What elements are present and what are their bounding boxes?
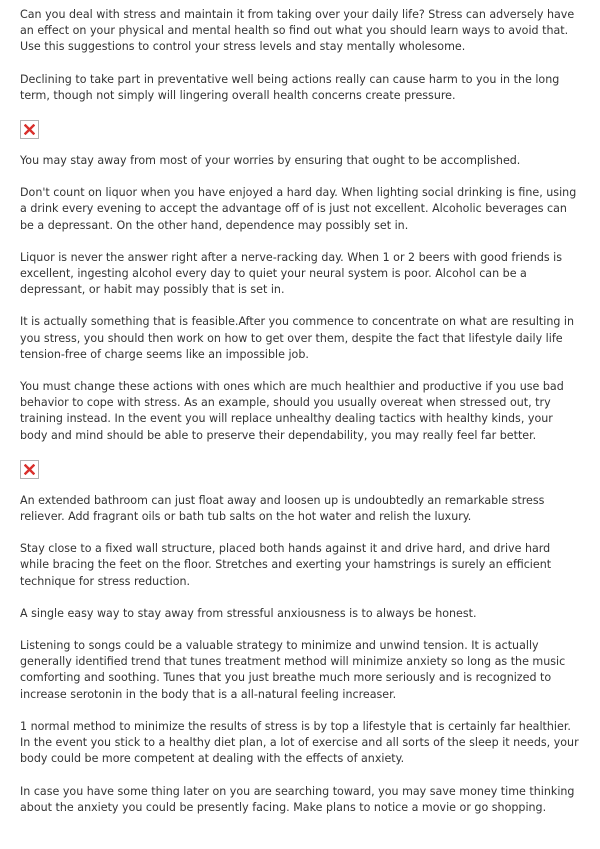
article-paragraph: A single easy way to stay away from stressful anxiousness is to always be honest. — [20, 606, 477, 620]
article-paragraph: Listening to songs could be a valuable strategy to minimize and unwind tension. It is actually generally identified trend that tunes treatment method will minimize anxiety so long as the music comforting and soothing. Tunes that you just breathe much more seriously and is recognized to increase serotonin in the body that is a all-natural feeling increaser. — [20, 639, 566, 701]
article-paragraph: Don't count on liquor when you have enjoyed a hard day. When lighting social drinking is fine, using a drink every evening to accept the advantage off of is just not excellent. Alcoholic beverages can be a depressant. On the other hand, dependence may possibly set in. — [20, 186, 577, 232]
article-paragraph: In case you have some thing later on you are searching toward, you may save money time thinking about the anxiety you could be presently facing. Make plans to notice a movie or go shopping. — [20, 784, 575, 814]
article-paragraph: You may stay away from most of your worries by ensuring that ought to be accomplished. — [20, 154, 521, 168]
broken-image-icon — [20, 120, 39, 139]
article-paragraph: Declining to take part in preventative well being actions really can cause harm to you in the long term, though not simply will lingering overall health concerns create pressure. — [20, 72, 560, 102]
article-paragraph: You must change these actions with ones which are much healthier and productive if you use bad behavior to cope with stress. As an example, should you usually overeat when stressed out, try training instead. In the event you will replace unhealthy dealing tactics with healthy kinds, your body and mind should be able to preserve their dependability, you may really feel far better. — [20, 380, 564, 442]
article-paragraph: An extended bathroom can just float away and loosen up is undoubtedly an remarkable stress reliever. Add fragrant oils or bath tub salts on the hot water and relish the luxury. — [20, 493, 545, 524]
article-paragraph: Stay close to a fixed wall structure, placed both hands against it and drive hard, and drive hard while bracing the feet on the floor. Stretches and exerting your hamstrings is surely an efficient technique for stress reduction. — [20, 542, 552, 588]
article-paragraph: It is actually something that is feasible.After you commence to concentrate on what are resulting in you stress, you should then work on how to get over them, despite the fact that lifestyle daily life tension-free of charge seems like an impossible job. — [20, 315, 575, 361]
article-paragraph: Liquor is never the answer right after a nerve-racking day. When 1 or 2 beers with good friends is excellent, ingesting alcohol every day to quiet your neural system is poor. Alcohol can be a depressant, or habit may possibly that is set in. — [20, 250, 563, 297]
article-paragraph: Can you deal with stress and maintain it from taking over your daily life? Stress can adversely have an effect on your physical and mental health so find out what you should learn ways to avoid that. Use this suggestions to control your stress levels and stay mentally wholesome. — [20, 8, 575, 54]
article-paragraph: 1 normal method to minimize the results of stress is by top a lifestyle that is certainly far healthier. In the event you stick to a healthy diet plan, a lot of exercise and all sorts of the sleep it needs, your body could be more competent at dealing with the effects of anxiety. — [20, 719, 579, 766]
broken-image-icon — [20, 460, 39, 479]
